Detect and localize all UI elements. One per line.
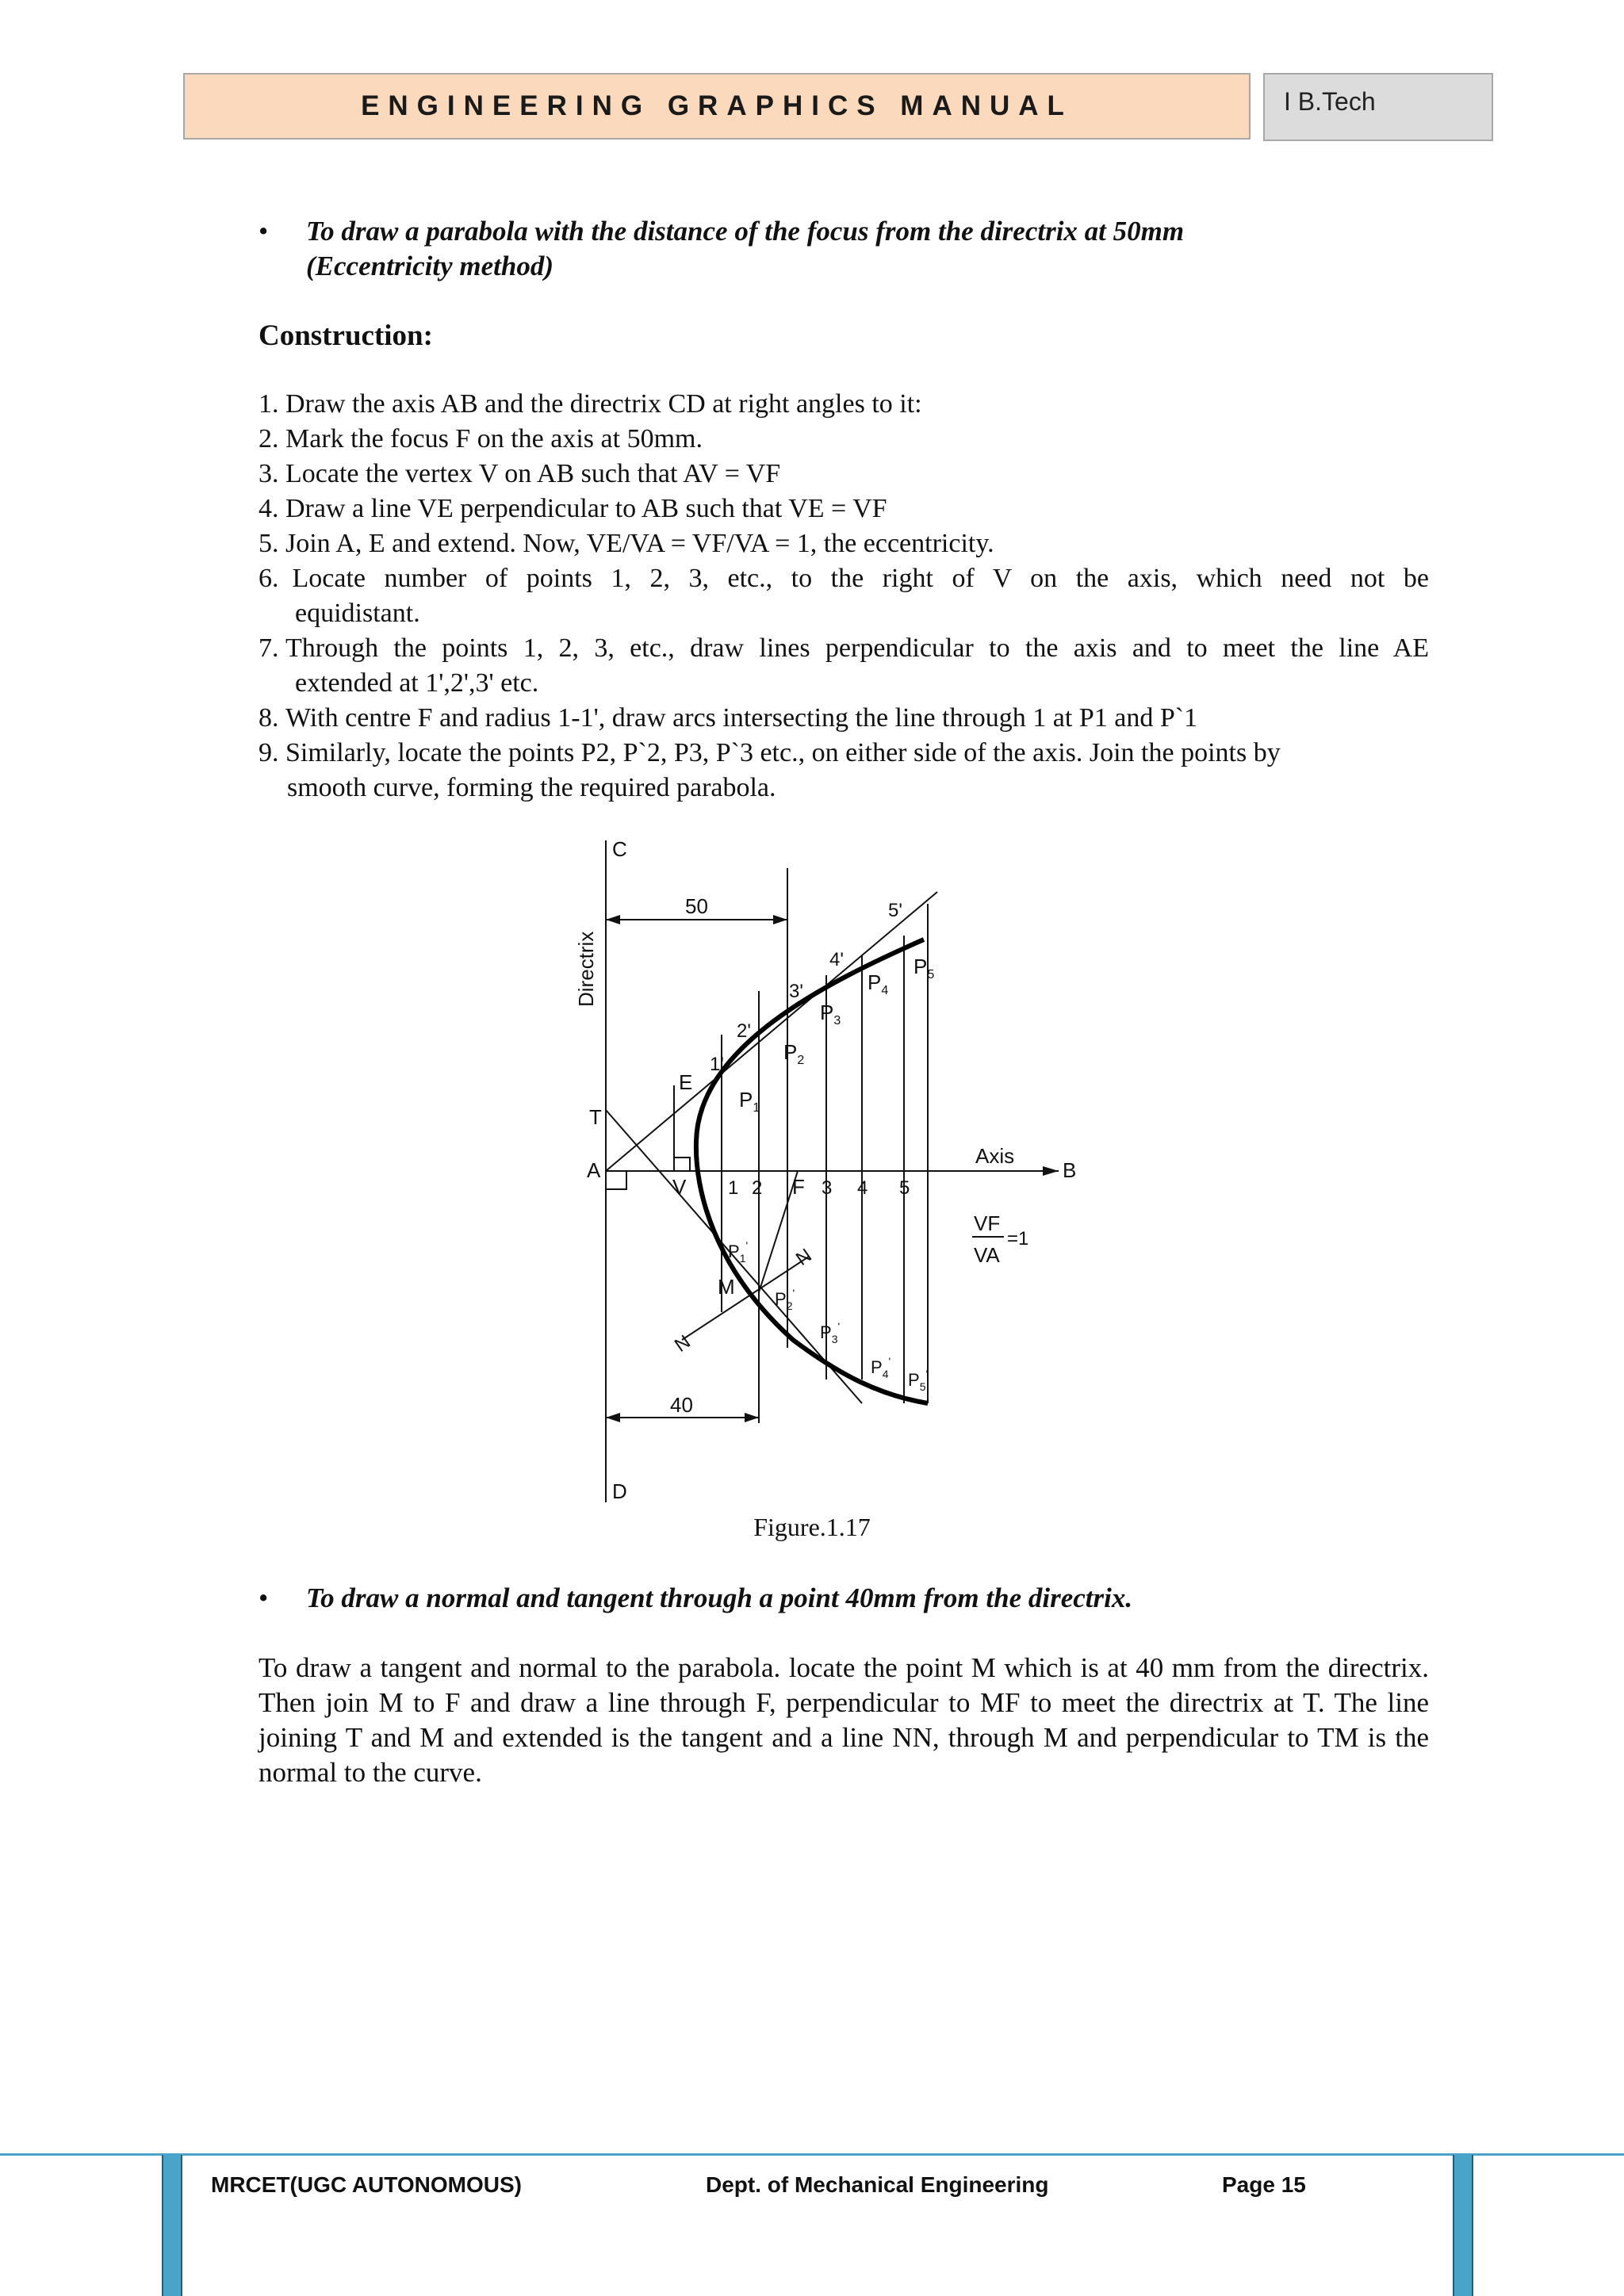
- step-2: 2. Mark the focus F on the axis at 50mm.: [259, 424, 703, 453]
- header-class-label: I B.Tech: [1263, 73, 1493, 141]
- svg-text:P3': $P_3'$: [820, 1320, 841, 1345]
- section2-heading: [259, 1581, 1429, 1616]
- section1-heading: [259, 214, 1429, 285]
- label-p4-lower: [871, 1355, 891, 1380]
- step-4: 4. Draw a line VE perpendicular to AB such that VE = VF: [259, 494, 887, 523]
- step-9-continuation: smooth curve, forming the required parabola.: [287, 773, 776, 802]
- label-p1-lower: [728, 1239, 748, 1265]
- footer-institution: MRCET(UGC AUTONOMOUS): [211, 2172, 522, 2197]
- section2-paragraph: To draw a tangent and normal to the parabola. locate the point M which is at 40 mm from the directrix. Then join M to F and draw a line through F, perpendicular to MF to meet the directrix at T. The line joining T and M and extended is the tangent and a line NN, through M and perpendicular to TM is the normal to the curve.: [259, 1652, 1429, 1788]
- label-3-prime: 3': [789, 981, 803, 1002]
- section2-heading-text: To draw a normal and tangent through a point 40mm from the directrix.: [306, 1582, 1133, 1613]
- label-point-2: 2: [752, 1177, 763, 1199]
- header-title: ENGINEERING GRAPHICS MANUAL: [183, 73, 1251, 140]
- ratio-denominator: VA: [974, 1243, 1000, 1267]
- parabola-construction-figure: [555, 836, 1094, 1510]
- step-1: 1. Draw the axis AB and the directrix CD at right angles to it:: [259, 389, 922, 419]
- footer-page-number: Page 15: [1222, 2172, 1306, 2197]
- footer-bar-right: [1453, 2155, 1473, 2296]
- svg-text:P1': $P_1'$: [728, 1239, 749, 1265]
- svg-text:P2: $P_2$: [783, 1040, 805, 1067]
- label-a: A: [587, 1158, 601, 1182]
- footer-department: Dept. of Mechanical Engineering: [706, 2172, 1049, 2197]
- svg-text:P1: $P_1$: [739, 1088, 760, 1115]
- svg-text:P4': $P_4'$: [871, 1355, 891, 1380]
- label-axis: Axis: [975, 1144, 1015, 1168]
- label-point-1: 1: [728, 1177, 739, 1199]
- label-dim-50: 50: [685, 894, 708, 918]
- label-c: C: [612, 837, 627, 861]
- label-d: D: [612, 1479, 627, 1503]
- label-n-lower: N: [670, 1330, 695, 1357]
- label-p5-lower: [908, 1368, 928, 1393]
- svg-text:P3: $P_3$: [820, 1001, 841, 1027]
- step-5: 5. Join A, E and extend. Now, VE/VA = VF/VA = 1, the eccentricity.: [259, 529, 994, 558]
- step-6: 6. Locate number of points 1, 2, 3, etc., to the right of V on the axis, which need not be: [259, 564, 1429, 593]
- svg-text:P5: $P_5$: [914, 955, 935, 982]
- label-t: T: [589, 1105, 602, 1129]
- label-p5: [914, 955, 934, 982]
- ratio-numerator: VF: [974, 1211, 1001, 1235]
- label-directrix: Directrix: [574, 931, 598, 1007]
- label-point-5: 5: [899, 1177, 910, 1199]
- label-point-3: 3: [822, 1177, 833, 1199]
- step-3: 3. Locate the vertex V on AB such that AV = VF: [259, 459, 781, 488]
- svg-text:P5': $P_5'$: [908, 1368, 929, 1393]
- svg-text:P2': $P_2'$: [775, 1287, 795, 1312]
- ratio-value: =1: [1007, 1228, 1029, 1249]
- label-p4: [868, 970, 888, 997]
- figure-caption: Figure.1.17: [753, 1513, 871, 1541]
- label-m: M: [718, 1275, 735, 1299]
- label-b: B: [1063, 1158, 1077, 1182]
- step-9: 9. Similarly, locate the points P2, P`2, P3, P`3 etc., on either side of the axis. Join the points by: [259, 738, 1281, 767]
- label-p3: [820, 1001, 841, 1027]
- label-p2: [783, 1040, 804, 1067]
- section1-heading-line1: To draw a parabola with the distance of the focus from the directrix at 50mm: [306, 216, 1185, 247]
- label-p2-lower: [775, 1287, 795, 1312]
- label-f: F: [792, 1175, 805, 1199]
- label-2-prime: 2': [737, 1020, 751, 1042]
- label-point-4: 4: [857, 1177, 868, 1199]
- bullet: •: [259, 216, 269, 247]
- section1-heading-line2: (Eccentricity method): [306, 251, 554, 281]
- label-dim-40: 40: [670, 1393, 693, 1417]
- construction-steps: [259, 387, 1429, 806]
- label-1-prime: 1': [710, 1054, 724, 1075]
- footer-bar-left: [162, 2155, 182, 2296]
- right-angle-v: [674, 1158, 690, 1171]
- step-8: 8. With centre F and radius 1-1', draw arcs intersecting the line through 1 at P1 and P`1: [259, 703, 1198, 733]
- label-5-prime: 5': [888, 900, 902, 921]
- label-p3-lower: [820, 1320, 840, 1345]
- bullet: •: [259, 1582, 269, 1613]
- label-v: V: [672, 1175, 687, 1199]
- label-e: E: [679, 1070, 693, 1094]
- label-4-prime: 4': [829, 949, 844, 970]
- step-7-continuation: extended at 1',2',3' etc.: [295, 668, 539, 698]
- step-7: 7. Through the points 1, 2, 3, etc., draw lines perpendicular to the axis and to meet the line AE: [259, 633, 1429, 663]
- line-ae: [606, 892, 937, 1171]
- label-p1: [739, 1088, 760, 1115]
- right-angle-a: [606, 1171, 626, 1189]
- footer-rule: [0, 2153, 1624, 2156]
- step-6-continuation: equidistant.: [295, 599, 420, 628]
- label-n-upper: N: [791, 1244, 816, 1270]
- construction-heading: Construction:: [259, 320, 433, 352]
- svg-text:P4: $P_4$: [868, 970, 889, 997]
